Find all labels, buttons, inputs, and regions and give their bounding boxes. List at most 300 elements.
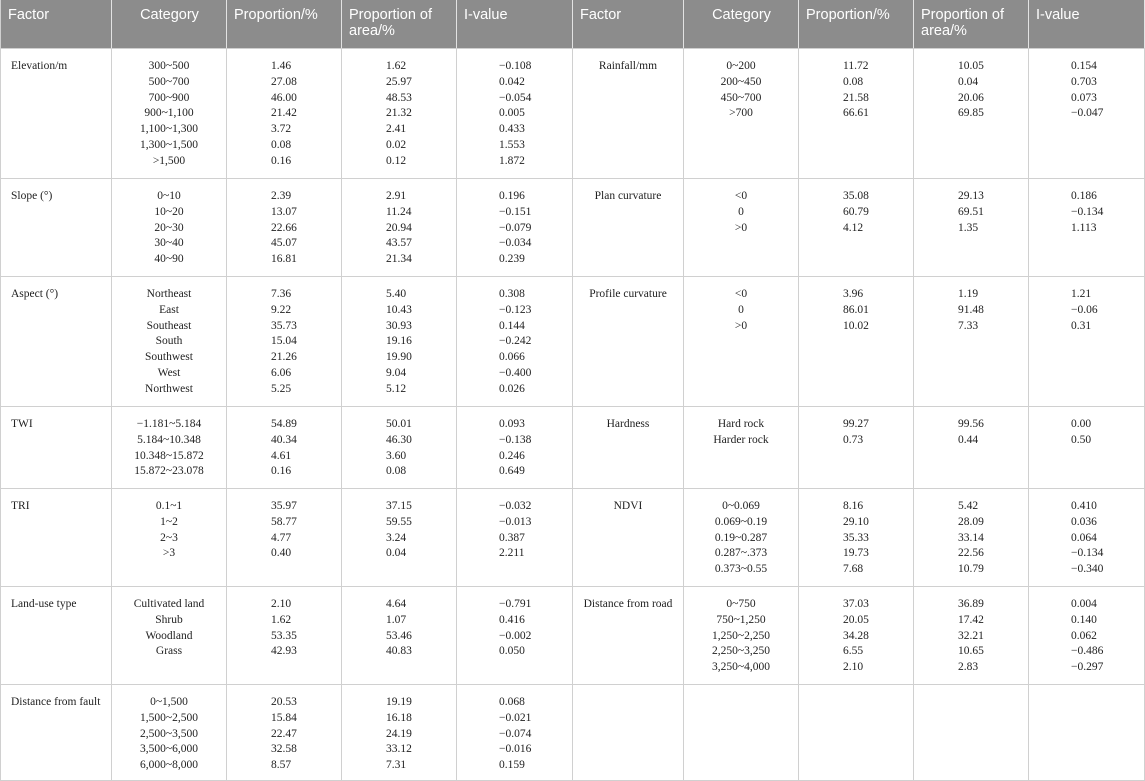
i-value-cell <box>1029 685 1145 781</box>
i-value-value: 0.31 <box>1071 319 1092 332</box>
i-value-value: −0.123 <box>499 303 532 316</box>
proportion-value: 35.33 <box>843 531 869 544</box>
area-proportion-value: 30.93 <box>386 319 412 332</box>
area-proportion-value: 1.62 <box>386 60 407 72</box>
area-proportion-cell <box>342 685 457 781</box>
proportion-value: 13.07 <box>271 205 297 218</box>
category-value: Shrub <box>155 613 183 626</box>
category-value: 300~500 <box>148 60 190 72</box>
area-proportion-value: 43.57 <box>386 237 412 250</box>
i-value-value: 0.703 <box>1071 75 1097 88</box>
area-proportion-value: 59.55 <box>386 515 412 528</box>
area-proportion-value: 10.05 <box>958 60 984 72</box>
i-value-cell <box>1029 49 1145 179</box>
header-category: Category <box>112 0 227 49</box>
i-value-value: 0.140 <box>1071 613 1097 626</box>
category-value: >0 <box>734 221 748 234</box>
i-value-value: 0.026 <box>499 382 525 395</box>
area-proportion-cell <box>914 49 1029 179</box>
area-proportion-value: 0.44 <box>958 433 979 446</box>
i-value-value: 0.036 <box>1071 515 1097 528</box>
proportion-value: 2.10 <box>843 661 864 674</box>
category-value: >0 <box>734 319 748 332</box>
proportion-value: 9.22 <box>271 303 292 316</box>
factor-cell <box>573 407 684 489</box>
category-value: 0.19~0.287 <box>714 531 768 544</box>
category-value: South <box>155 335 183 348</box>
header-row <box>1 0 1145 49</box>
i-value-value: −0.400 <box>499 366 532 379</box>
category-value: 0.1~1 <box>155 500 183 512</box>
area-proportion-cell <box>914 489 1029 587</box>
i-value-value: −0.108 <box>499 60 532 72</box>
category-cell <box>112 489 227 587</box>
proportion-value: 8.57 <box>271 759 292 772</box>
i-value-value: −0.021 <box>499 711 532 724</box>
factor-cell <box>573 179 684 277</box>
i-value-value: −0.013 <box>499 515 532 528</box>
category-cell <box>112 587 227 685</box>
area-proportion-cell <box>914 179 1029 277</box>
area-proportion-value: 0.04 <box>958 75 979 88</box>
proportion-value: 0.73 <box>843 433 864 446</box>
area-proportion-value: 17.42 <box>958 613 984 626</box>
factor-label: NDVI <box>613 500 643 512</box>
proportion-cell <box>799 179 914 277</box>
category-cell <box>684 277 799 407</box>
factor-label: Profile curvature <box>589 288 667 300</box>
i-value-cell <box>1029 179 1145 277</box>
factor-cell <box>1 179 112 277</box>
i-value-value: 0.196 <box>499 190 525 202</box>
area-proportion-value: 37.15 <box>386 500 412 512</box>
category-value: 3,500~6,000 <box>140 743 198 756</box>
i-value-value: −0.016 <box>499 743 532 756</box>
header-proportion: Proportion/% <box>799 0 914 49</box>
category-value: 0~10 <box>157 190 181 202</box>
area-proportion-value: 1.35 <box>958 221 979 234</box>
category-value: 1,250~2,250 <box>712 629 770 642</box>
i-value-value: 0.042 <box>499 75 525 88</box>
header-proportion-area: Proportion of area/% <box>342 0 457 49</box>
factor-label: TRI <box>11 500 30 512</box>
i-value-value: −0.054 <box>499 91 532 104</box>
table-header <box>1 0 1145 49</box>
area-proportion-cell <box>342 489 457 587</box>
header-proportion-area: Proportion of area/% <box>914 0 1029 49</box>
category-value: Northwest <box>145 382 193 395</box>
category-value: <0 <box>734 190 748 202</box>
proportion-value: 22.47 <box>271 727 297 740</box>
proportion-value: 15.04 <box>271 335 297 348</box>
area-proportion-value: 53.46 <box>386 629 412 642</box>
category-value: 30~40 <box>154 237 184 250</box>
proportion-cell <box>227 277 342 407</box>
i-value-value: 0.005 <box>499 107 525 120</box>
proportion-value: 2.39 <box>271 190 292 202</box>
area-proportion-value: 10.43 <box>386 303 412 316</box>
area-proportion-value: 1.07 <box>386 613 407 626</box>
proportion-value: 21.26 <box>271 351 297 364</box>
category-value: 20~30 <box>154 221 184 234</box>
factor-cell <box>573 49 684 179</box>
i-value-value: 0.159 <box>499 759 525 772</box>
proportion-cell <box>799 407 914 489</box>
factor-cell <box>1 489 112 587</box>
category-value: −1.181~5.184 <box>136 418 202 430</box>
i-value-value: 0.186 <box>1071 190 1097 202</box>
area-proportion-cell <box>342 179 457 277</box>
proportion-value: 58.77 <box>271 515 297 528</box>
category-value: >3 <box>162 547 176 560</box>
proportion-value: 7.68 <box>843 563 864 576</box>
proportion-value: 45.07 <box>271 237 297 250</box>
factor-cell <box>1 49 112 179</box>
category-value: Southwest <box>145 351 193 364</box>
i-value-cell <box>457 587 573 685</box>
i-value-value: 0.068 <box>499 696 525 708</box>
area-proportion-value: 0.12 <box>386 154 407 167</box>
area-proportion-value: 5.12 <box>386 382 407 395</box>
area-proportion-value: 2.83 <box>958 661 979 674</box>
i-value-value: 0.066 <box>499 351 525 364</box>
category-value: 5.184~10.348 <box>137 433 201 446</box>
area-proportion-value: 32.21 <box>958 629 984 642</box>
area-proportion-value: 7.33 <box>958 319 979 332</box>
category-value: 6,000~8,000 <box>140 759 198 772</box>
proportion-value: 46.00 <box>271 91 297 104</box>
category-cell <box>684 685 799 781</box>
area-proportion-value: 19.19 <box>386 696 412 708</box>
i-value-value: 1.113 <box>1071 221 1097 234</box>
area-proportion-value: 46.30 <box>386 433 412 446</box>
proportion-value: 27.08 <box>271 75 297 88</box>
area-proportion-cell <box>342 49 457 179</box>
i-value-value: 0.246 <box>499 449 525 462</box>
proportion-cell <box>799 49 914 179</box>
area-proportion-value: 29.13 <box>958 190 984 202</box>
i-value-value: −0.047 <box>1071 107 1104 120</box>
i-value-cell <box>457 49 573 179</box>
category-cell <box>684 587 799 685</box>
proportion-value: 4.61 <box>271 449 292 462</box>
category-value: 450~700 <box>720 91 762 104</box>
factor-cell <box>573 685 684 781</box>
i-value-value: 0.062 <box>1071 629 1097 642</box>
table-row <box>1 49 1145 179</box>
area-proportion-value: 21.34 <box>386 253 412 266</box>
category-value: East <box>159 303 179 316</box>
category-value: 0~750 <box>726 598 756 610</box>
i-value-value: 0.144 <box>499 319 525 332</box>
i-value-value: 0.154 <box>1071 60 1097 72</box>
area-proportion-value: 50.01 <box>386 418 412 430</box>
proportion-value: 60.79 <box>843 205 869 218</box>
proportion-cell <box>227 587 342 685</box>
area-proportion-value: 99.56 <box>958 418 984 430</box>
category-value: 0.287~.373 <box>714 547 768 560</box>
i-value-value: −0.06 <box>1071 303 1098 316</box>
category-value: 0.373~0.55 <box>714 563 768 576</box>
proportion-cell <box>799 277 914 407</box>
area-proportion-value: 19.16 <box>386 335 412 348</box>
category-value: 40~90 <box>154 253 184 266</box>
i-value-cell <box>457 179 573 277</box>
proportion-cell <box>227 407 342 489</box>
area-proportion-cell <box>914 407 1029 489</box>
proportion-value: 20.05 <box>843 613 869 626</box>
proportion-cell <box>227 49 342 179</box>
area-proportion-value: 9.04 <box>386 366 407 379</box>
i-value-value: −0.074 <box>499 727 532 740</box>
category-value: 0~200 <box>726 60 756 72</box>
i-value-cell <box>457 685 573 781</box>
category-value: 10~20 <box>154 205 184 218</box>
proportion-value: 4.77 <box>271 531 292 544</box>
area-proportion-cell <box>342 587 457 685</box>
area-proportion-cell <box>914 277 1029 407</box>
i-value-value: 0.416 <box>499 613 525 626</box>
proportion-cell <box>799 685 914 781</box>
proportion-value: 8.16 <box>843 500 864 512</box>
proportion-value: 11.72 <box>843 60 869 72</box>
proportion-cell <box>227 685 342 781</box>
category-value: 3,250~4,000 <box>712 661 770 674</box>
proportion-value: 99.27 <box>843 418 869 430</box>
proportion-value: 15.84 <box>271 711 297 724</box>
category-value: >700 <box>729 107 753 120</box>
i-value-cell <box>1029 407 1145 489</box>
category-value: Harder rock <box>713 433 769 446</box>
category-value: 0 <box>738 205 744 218</box>
i-value-value: 1.21 <box>1071 288 1092 300</box>
category-cell <box>684 49 799 179</box>
table-row <box>1 587 1145 685</box>
category-value: Hard rock <box>717 418 765 430</box>
area-proportion-value: 3.24 <box>386 531 407 544</box>
proportion-value: 37.03 <box>843 598 869 610</box>
table-row <box>1 407 1145 489</box>
factor-label: Distance from fault <box>11 696 101 708</box>
category-cell <box>112 407 227 489</box>
table-row <box>1 685 1145 781</box>
proportion-value: 20.53 <box>271 696 297 708</box>
header-factor: Factor <box>573 0 684 49</box>
area-proportion-value: 20.94 <box>386 221 412 234</box>
proportion-cell <box>799 587 914 685</box>
table-row <box>1 489 1145 587</box>
area-proportion-value: 21.32 <box>386 107 412 120</box>
area-proportion-value: 33.14 <box>958 531 984 544</box>
proportion-value: 35.97 <box>271 500 297 512</box>
proportion-cell <box>799 489 914 587</box>
factor-label: Distance from road <box>583 598 673 610</box>
proportion-value: 3.72 <box>271 123 292 136</box>
factor-label: Slope (°) <box>11 190 53 202</box>
area-proportion-value: 10.79 <box>958 563 984 576</box>
area-proportion-value: 10.65 <box>958 645 984 658</box>
category-cell <box>684 489 799 587</box>
table-row <box>1 277 1145 407</box>
category-value: 0~1,500 <box>150 696 188 708</box>
proportion-cell <box>227 489 342 587</box>
area-proportion-value: 2.41 <box>386 123 407 136</box>
factor-cell <box>1 277 112 407</box>
category-value: West <box>157 366 181 379</box>
category-value: 1,500~2,500 <box>140 711 198 724</box>
area-proportion-value: 5.40 <box>386 288 407 300</box>
i-value-value: 0.073 <box>1071 91 1097 104</box>
proportion-value: 86.01 <box>843 303 869 316</box>
i-value-value: 1.872 <box>499 154 525 167</box>
i-value-value: 2.211 <box>499 547 525 560</box>
category-value: 0 <box>738 303 744 316</box>
area-proportion-value: 2.91 <box>386 190 407 202</box>
area-proportion-cell <box>342 277 457 407</box>
factor-label: Elevation/m <box>11 60 68 72</box>
area-proportion-cell <box>914 685 1029 781</box>
factor-label: Aspect (°) <box>11 288 59 300</box>
header-i-value: I-value <box>457 0 573 49</box>
proportion-value: 19.73 <box>843 547 869 560</box>
proportion-value: 6.55 <box>843 645 864 658</box>
proportion-value: 5.25 <box>271 382 292 395</box>
i-value-value: −0.034 <box>499 237 532 250</box>
factor-label: Land-use type <box>11 598 77 610</box>
category-value: 15.872~23.078 <box>134 465 204 478</box>
proportion-value: 0.16 <box>271 154 292 167</box>
factor-cell <box>1 587 112 685</box>
proportion-value: 40.34 <box>271 433 297 446</box>
i-value-cell <box>457 407 573 489</box>
header-i-value: I-value <box>1029 0 1145 49</box>
i-value-value: −0.032 <box>499 500 532 512</box>
i-value-value: −0.242 <box>499 335 532 348</box>
category-value: 750~1,250 <box>716 613 766 626</box>
i-value-value: 1.553 <box>499 138 525 151</box>
area-proportion-value: 69.51 <box>958 205 984 218</box>
category-value: 1~2 <box>160 515 178 528</box>
factor-label: TWI <box>11 418 33 430</box>
area-proportion-value: 33.12 <box>386 743 412 756</box>
i-value-value: 0.50 <box>1071 433 1092 446</box>
area-proportion-value: 48.53 <box>386 91 412 104</box>
proportion-value: 32.58 <box>271 743 297 756</box>
area-proportion-value: 20.06 <box>958 91 984 104</box>
proportion-value: 0.08 <box>271 138 292 151</box>
area-proportion-value: 36.89 <box>958 598 984 610</box>
area-proportion-value: 24.19 <box>386 727 412 740</box>
i-value-value: −0.134 <box>1071 547 1104 560</box>
i-value-value: 0.387 <box>499 531 525 544</box>
i-value-value: −0.791 <box>499 598 532 610</box>
category-value: 10.348~15.872 <box>134 449 204 462</box>
area-proportion-value: 4.64 <box>386 598 407 610</box>
proportion-value: 29.10 <box>843 515 869 528</box>
i-value-value: 0.00 <box>1071 418 1092 430</box>
proportion-value: 54.89 <box>271 418 297 430</box>
area-proportion-value: 69.85 <box>958 107 984 120</box>
area-proportion-value: 0.04 <box>386 547 407 560</box>
i-value-value: 0.064 <box>1071 531 1097 544</box>
category-value: 0~0.069 <box>722 500 760 512</box>
factor-cell <box>573 587 684 685</box>
proportion-value: 0.40 <box>271 547 292 560</box>
category-cell <box>112 179 227 277</box>
header-proportion: Proportion/% <box>227 0 342 49</box>
i-value-value: −0.079 <box>499 221 532 234</box>
i-value-value: 0.004 <box>1071 598 1097 610</box>
i-value-value: 0.410 <box>1071 500 1097 512</box>
proportion-value: 6.06 <box>271 366 292 379</box>
area-proportion-cell <box>342 407 457 489</box>
proportion-value: 1.62 <box>271 613 292 626</box>
factor-label: Plan curvature <box>594 190 662 202</box>
i-value-value: 0.050 <box>499 645 525 658</box>
proportion-value: 0.16 <box>271 465 292 478</box>
proportion-value: 22.66 <box>271 221 297 234</box>
i-value-value: 0.093 <box>499 418 525 430</box>
i-value-value: −0.297 <box>1071 661 1104 674</box>
area-proportion-value: 25.97 <box>386 75 412 88</box>
proportion-value: 66.61 <box>843 107 869 120</box>
factor-label: Rainfall/mm <box>598 60 658 72</box>
i-value-cell <box>457 277 573 407</box>
category-value: 700~900 <box>148 91 190 104</box>
area-proportion-value: 16.18 <box>386 711 412 724</box>
i-value-value: 0.239 <box>499 253 525 266</box>
header-category: Category <box>684 0 799 49</box>
i-value-cell <box>1029 587 1145 685</box>
proportion-value: 21.42 <box>271 107 297 120</box>
category-cell <box>112 49 227 179</box>
category-value: >1,500 <box>152 154 186 167</box>
area-proportion-value: 40.83 <box>386 645 412 658</box>
factor-cell <box>573 489 684 587</box>
area-proportion-value: 22.56 <box>958 547 984 560</box>
i-value-value: 0.649 <box>499 465 525 478</box>
category-value: Southeast <box>146 319 192 332</box>
category-value: Northeast <box>146 288 192 300</box>
proportion-value: 7.36 <box>271 288 292 300</box>
table-body <box>1 49 1145 781</box>
category-value: 900~1,100 <box>144 107 194 120</box>
area-proportion-cell <box>914 587 1029 685</box>
area-proportion-value: 5.42 <box>958 500 979 512</box>
category-cell <box>112 277 227 407</box>
category-value: 0.069~0.19 <box>714 515 768 528</box>
i-value-value: −0.138 <box>499 433 532 446</box>
proportion-value: 0.08 <box>843 75 864 88</box>
i-value-value: −0.486 <box>1071 645 1104 658</box>
proportion-value: 35.73 <box>271 319 297 332</box>
i-value-cell <box>1029 277 1145 407</box>
proportion-value: 16.81 <box>271 253 297 266</box>
category-cell <box>684 407 799 489</box>
area-proportion-value: 3.60 <box>386 449 407 462</box>
factor-label: Hardness <box>606 418 650 430</box>
i-value-value: 0.308 <box>499 288 525 300</box>
category-value: <0 <box>734 288 748 300</box>
i-value-value: −0.134 <box>1071 205 1104 218</box>
factor-cell <box>573 277 684 407</box>
proportion-value: 34.28 <box>843 629 869 642</box>
proportion-value: 3.96 <box>843 288 864 300</box>
area-proportion-value: 0.02 <box>386 138 407 151</box>
category-value: Grass <box>155 645 183 658</box>
proportion-value: 53.35 <box>271 629 297 642</box>
factor-cell <box>1 407 112 489</box>
